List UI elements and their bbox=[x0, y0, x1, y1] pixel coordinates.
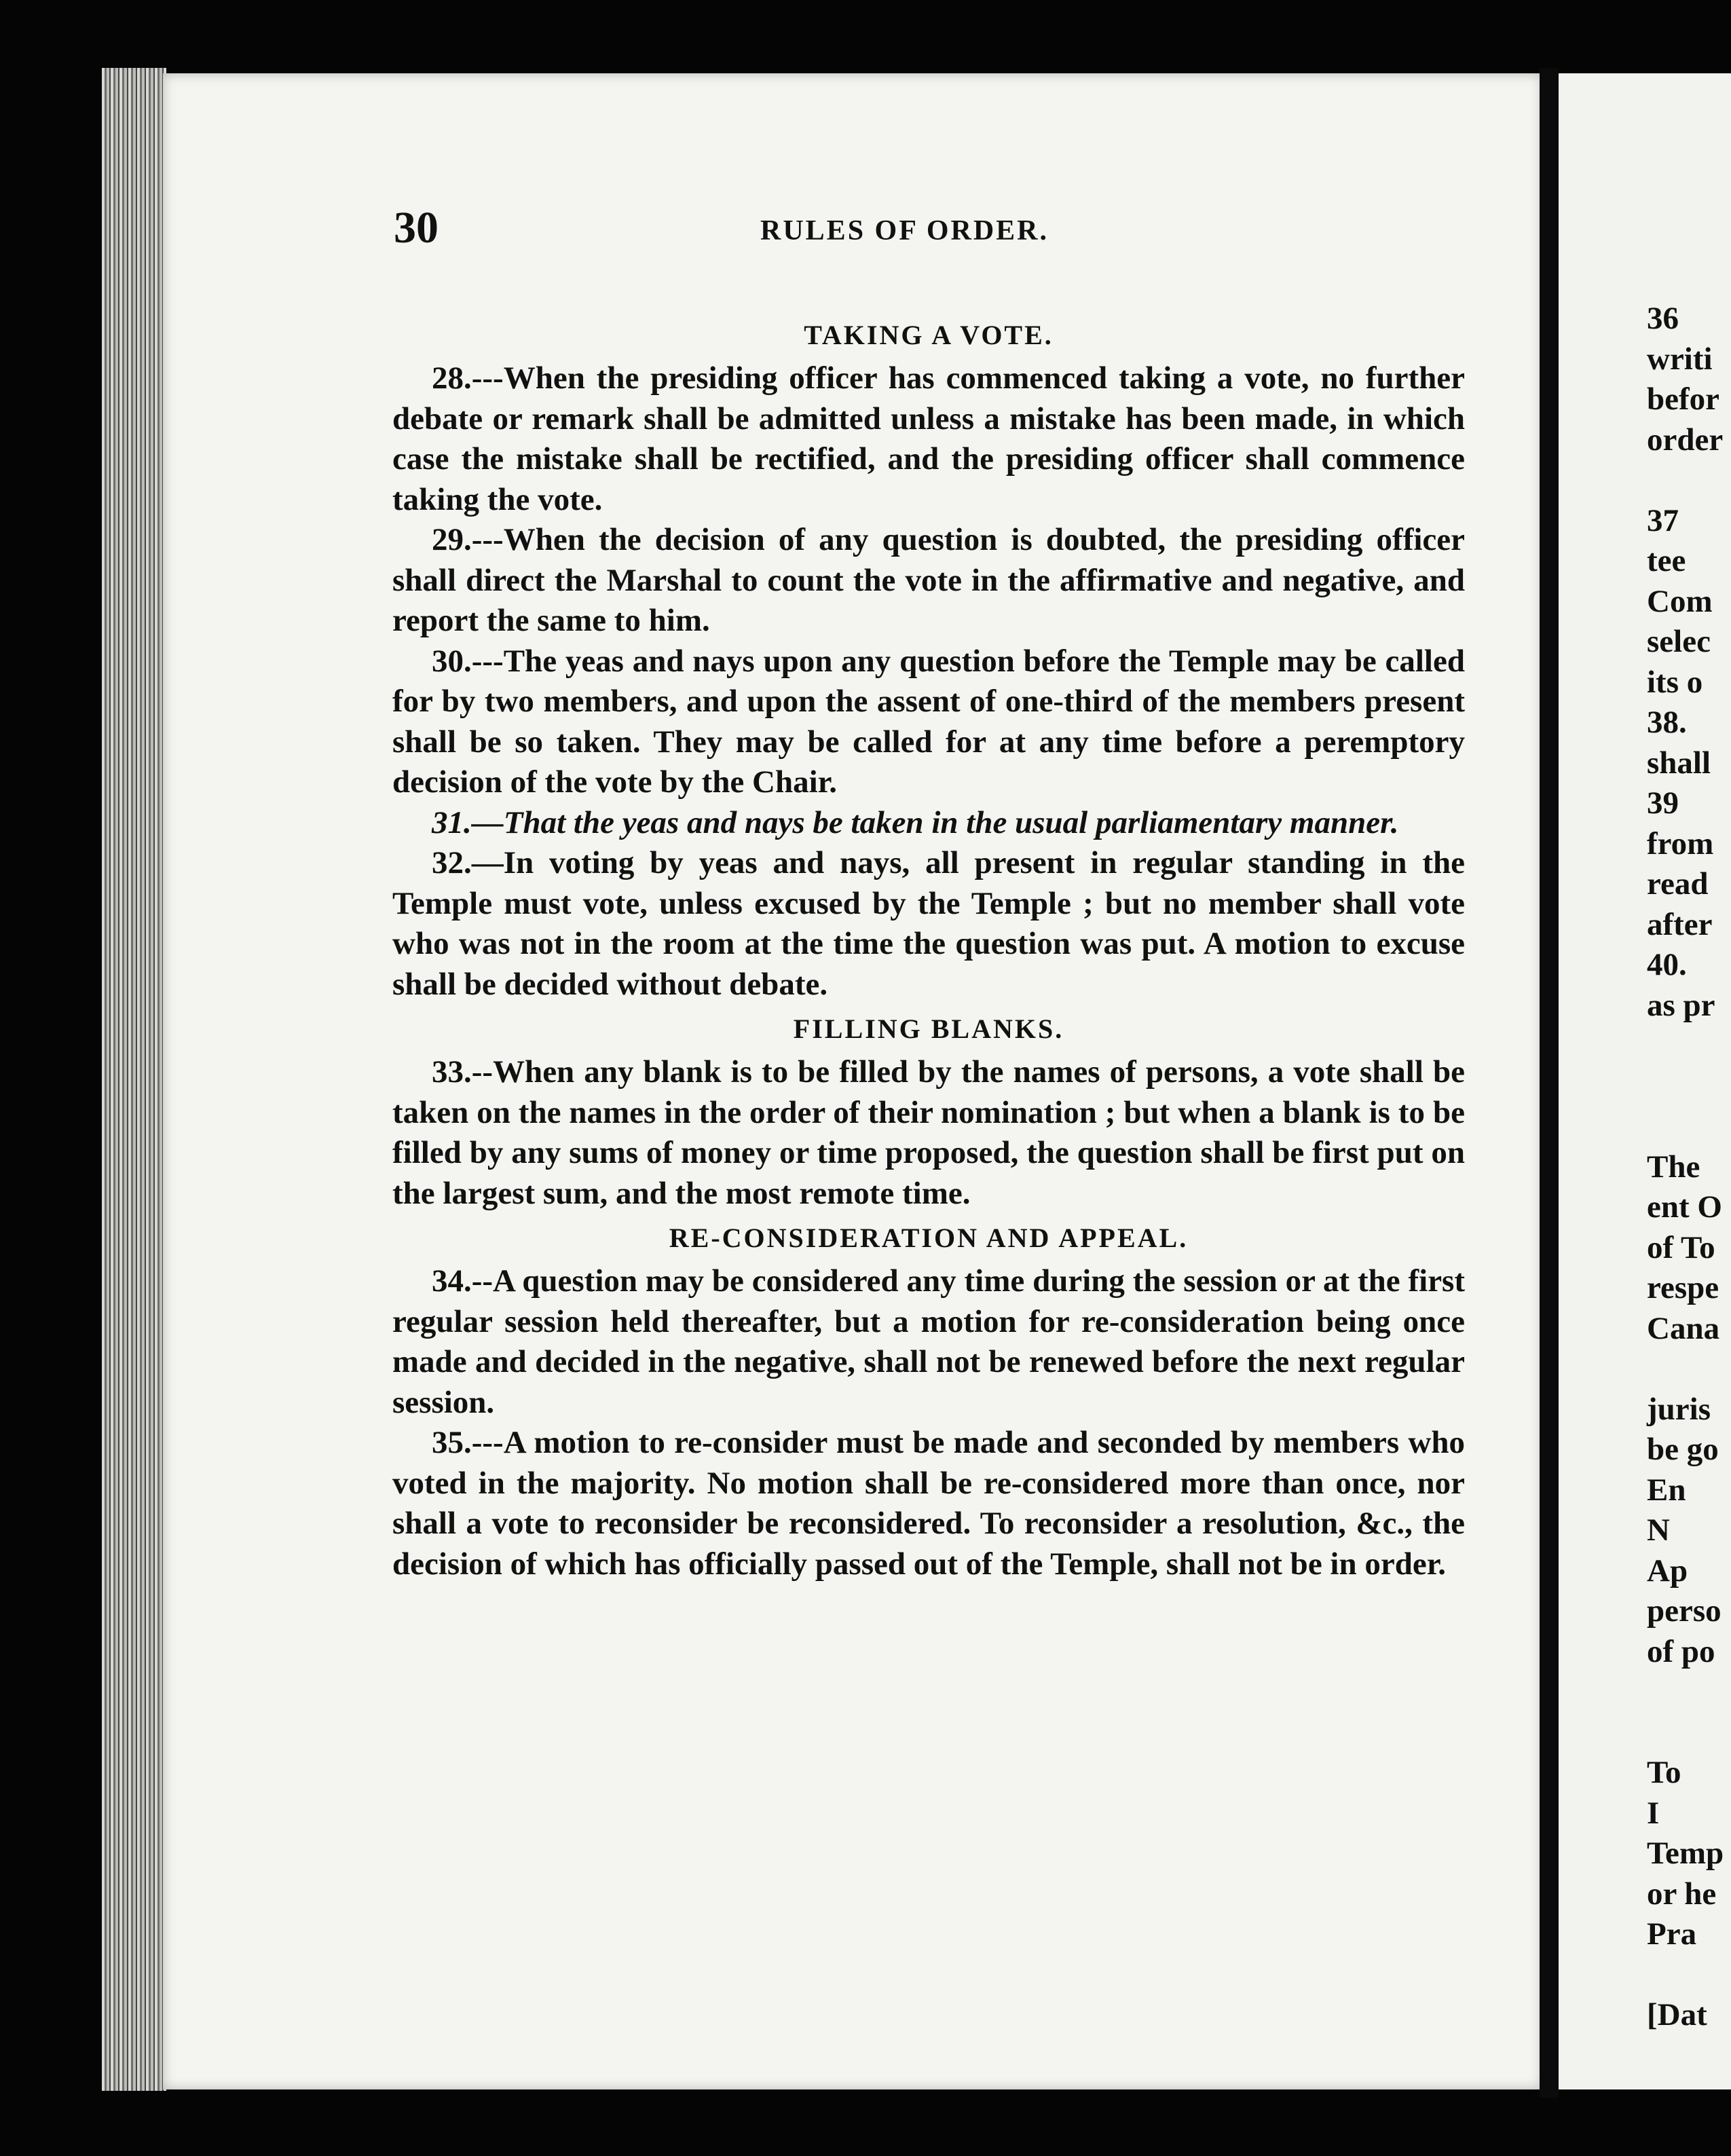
facing-page-line bbox=[1647, 1349, 1731, 1390]
facing-page-line: juris bbox=[1647, 1391, 1711, 1427]
rule-35: 35.---A motion to re-consider must be made and seconded by members who voted in the majority. No motion shall be re-considered more than once, nor shall a vote to reconsider be reconsidered. To reconsider a resolution, &c., the decision of which has officially passed out of the Temple, shall not be in order. bbox=[392, 1425, 1465, 1582]
section-heading: TAKING A VOTE. bbox=[804, 320, 1054, 350]
facing-page-line bbox=[1647, 460, 1731, 501]
facing-page-line: or he bbox=[1647, 1876, 1717, 1912]
page-number: 30 bbox=[394, 203, 439, 253]
rules-body bbox=[392, 311, 1465, 1584]
facing-page-line: of To bbox=[1647, 1229, 1715, 1265]
section-heading: FILLING BLANKS. bbox=[793, 1014, 1064, 1044]
running-title: RULES OF ORDER. bbox=[760, 215, 1049, 246]
facing-page-line: order bbox=[1647, 422, 1724, 458]
facing-page-line: tee bbox=[1647, 543, 1686, 578]
facing-page-line bbox=[1647, 1066, 1731, 1107]
facing-page-line: writi bbox=[1647, 341, 1713, 377]
facing-page-line: respe bbox=[1647, 1270, 1719, 1305]
facing-page-line: ent O bbox=[1647, 1189, 1722, 1225]
rule-28: 28.---When the presiding officer has commenced taking a vote, no further debate or remark shall be admitted unless a mistake has been made, in which case the mistake shall be rectified, and the presiding officer shall commence taking the vote. bbox=[392, 360, 1465, 517]
facing-page-line: after bbox=[1647, 906, 1713, 942]
facing-page-line: Ap bbox=[1647, 1553, 1688, 1588]
facing-page-line bbox=[1647, 1955, 1731, 1996]
rule-29: 29.---When the decision of any question is doubted, the presiding officer shall direct the Marshal to count the vote in the affirmative and negative, and report the same to him. bbox=[392, 522, 1465, 638]
facing-page-line bbox=[1647, 1713, 1731, 1753]
facing-page-line: I bbox=[1647, 1795, 1660, 1831]
rule-34: 34.--A question may be considered any time during the session or at the first regular session held thereafter, but a motion for re-consideration being once made and decided in the negative, shall not be renewed before the next regular session. bbox=[392, 1263, 1465, 1420]
section-heading: RE-CONSIDERATION AND APPEAL. bbox=[669, 1223, 1189, 1253]
facing-page-line: 39 bbox=[1647, 785, 1679, 821]
facing-page-line: be go bbox=[1647, 1432, 1719, 1467]
facing-page-line: its o bbox=[1647, 664, 1703, 700]
facing-page-line: of po bbox=[1647, 1633, 1715, 1669]
facing-page-line: 40. bbox=[1647, 947, 1687, 982]
facing-page-line: selec bbox=[1647, 624, 1711, 659]
facing-page-line: Com bbox=[1647, 583, 1713, 619]
facing-page-line: befor bbox=[1647, 382, 1720, 417]
facing-page-line: from bbox=[1647, 825, 1714, 861]
facing-page-line: Temp bbox=[1647, 1836, 1724, 1871]
facing-page-line: Cana bbox=[1647, 1310, 1720, 1346]
facing-page-line bbox=[1647, 1107, 1731, 1147]
facing-page-line: N bbox=[1647, 1512, 1670, 1548]
facing-page-line bbox=[1647, 1672, 1731, 1713]
facing-page-line: 36 bbox=[1647, 301, 1679, 336]
facing-page-line: To bbox=[1647, 1755, 1681, 1790]
facing-page-line: Pra bbox=[1647, 1916, 1697, 1952]
facing-page-line: En bbox=[1647, 1472, 1686, 1508]
rule-32: 32.—In voting by yeas and nays, all present in regular standing in the Temple must vote, unless excused by the Temple ; but no member shall vote who was not in the room at the time the question was put. A motion to excuse shall be decided without debate. bbox=[392, 845, 1465, 1002]
book-page-edges bbox=[102, 68, 166, 2091]
facing-page-line: 37 bbox=[1647, 502, 1679, 538]
book-gutter bbox=[1540, 68, 1559, 2098]
facing-page-line: [Dat bbox=[1647, 1997, 1707, 2032]
facing-page-line bbox=[1647, 1026, 1731, 1066]
facing-page-line: perso bbox=[1647, 1593, 1721, 1629]
facing-page-line: The bbox=[1647, 1149, 1700, 1185]
rule-33: 33.--When any blank is to be filled by the names of persons, a vote shall be taken on the names in the order of their nomination ; but when a blank is to be filled by any sums of money or time proposed, the question shall be first put on the largest sum, and the most remote time. bbox=[392, 1054, 1465, 1211]
facing-page-text bbox=[1647, 299, 1731, 2036]
running-head bbox=[394, 202, 1459, 263]
rule-30: 30.---The yeas and nays upon any question before the Temple may be called for by two members, and upon the assent of one-third of the members present shall be so taken. They may be called for at any time before a peremptory decision of the vote by the Chair. bbox=[392, 643, 1465, 800]
facing-page-line: read bbox=[1647, 866, 1709, 902]
facing-page-line: shall bbox=[1647, 745, 1711, 781]
rule-31: 31.—That the yeas and nays be taken in the usual parliamentary manner. bbox=[432, 804, 1399, 840]
facing-page-line: as pr bbox=[1647, 987, 1715, 1023]
facing-page-line: 38. bbox=[1647, 705, 1687, 740]
